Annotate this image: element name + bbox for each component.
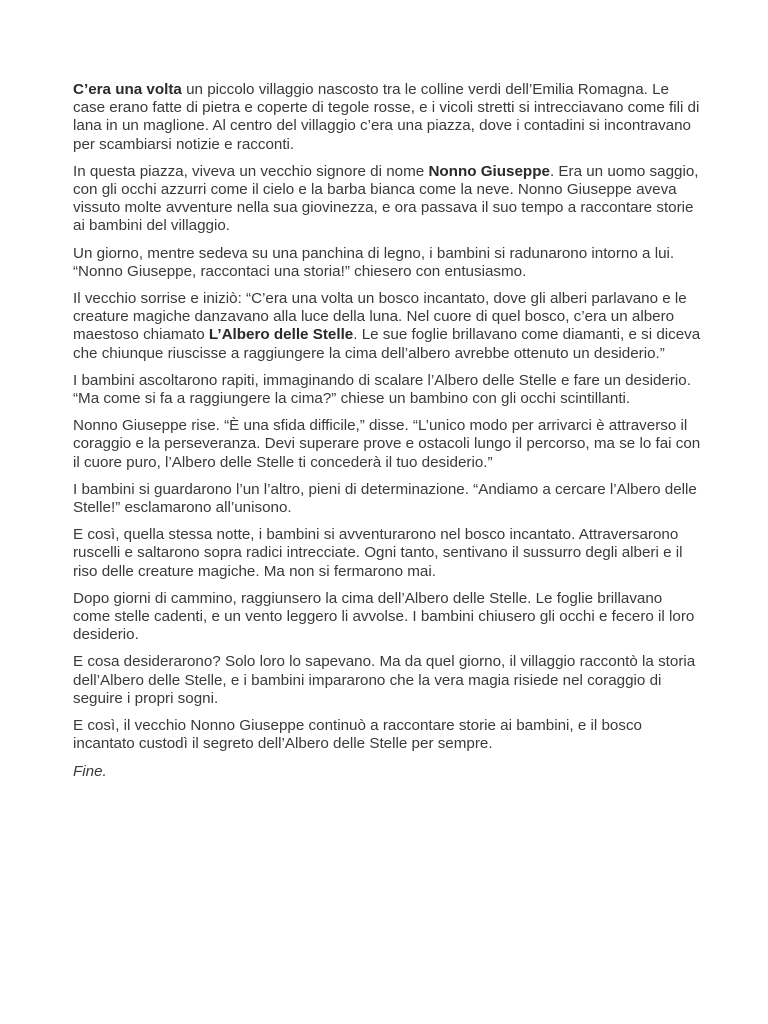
end-marker: Fine. [73, 762, 107, 780]
character-name: Nonno Giuseppe [428, 162, 550, 180]
paragraph-nonno-text-start: In questa piazza, viveva un vecchio signore di nome [73, 162, 429, 180]
paragraph-arrival: Dopo giorni di cammino, raggiunsero la cima dell’Albero delle Stelle. Le foglie brillavano come stelle cadenti, e un vento leggero li avvolse. I bambini chiusero gli occhi e fecero il loro desiderio. [73, 589, 695, 644]
opening-phrase: C’era una volta [73, 81, 182, 98]
paragraph-tale-text-start: Il vecchio sorrise e iniziò: “C’era una volta un bosco incantato, dove gli alberi parlavano e le creature magiche danzavano alla luce della luna. Nel cuore di quel bosco, c’era un albero maestoso chiamato [73, 290, 687, 344]
paragraph-intro [73, 81, 703, 154]
paragraph-end [73, 763, 703, 781]
paragraph-request: Un giorno, mentre sedeva su una panchina di legno, i bambini si radunarono intorno a lui. “Nonno Giuseppe, raccontaci una storia!” chiesero con entusiasmo. [73, 244, 675, 280]
paragraph-nonno-text-end: . Era un uomo saggio, con gli occhi azzurri come il cielo e la barba bianca come la neve. Nonno Giuseppe aveva vissuto molte avventure nella sua giovinezza, e ora passava il suo tempo a raccontare storie ai bambini del villaggio. [73, 162, 699, 235]
paragraph-tale [73, 290, 703, 363]
paragraph-intro-text: un piccolo villaggio nascosto tra le colline verdi dell’Emilia Romagna. Le case erano fatte di pietra e coperte di tegole rosse, e i vicoli stretti si intrecciavano come fili di lana in un maglione. Al centro del villaggio c’era una piazza, dove i contadini si incontravano per scambiarsi notizie e racconti. [73, 81, 700, 153]
paragraph-decision: I bambini si guardarono l’un l’altro, pieni di determinazione. “Andiamo a cercare l’Albero delle Stelle!” esclamarono all’unisono. [73, 480, 697, 517]
paragraph-tale-text-end: . Le sue foglie brillavano come diamanti, e si diceva che chiunque riuscisse a raggiungere la cima dell’albero avrebbe ottenuto un desiderio.” [73, 326, 701, 362]
paragraph-nonno [73, 163, 703, 236]
paragraph-conclusion: E così, il vecchio Nonno Giuseppe continuò a raccontare storie ai bambini, e il bosco incantato custodì il segreto dell’Albero delle Stelle per sempre. [73, 717, 642, 753]
paragraph-question: I bambini ascoltarono rapiti, immaginando di scalare l’Albero delle Stelle e fare un desiderio. “Ma come si fa a raggiungere la cima?” chiese un bambino con gli occhi scintillanti. [73, 371, 691, 408]
paragraph-answer: Nonno Giuseppe rise. “È una sfida difficile,” disse. “L’unico modo per arrivarci è attraverso il coraggio e la perseveranza. Devi superare prove e ostacoli lungo il percorso, ma se lo fai con il cuore puro, l’Albero delle Stelle ti concederà il tuo desiderio.” [73, 417, 701, 471]
tree-name: L’Albero delle Stelle [208, 326, 354, 344]
paragraph-wish: E cosa desiderarono? Solo loro lo sapevano. Ma da quel giorno, il villaggio raccontò la storia dell’Albero delle Stelle, e i bambini impararono che la vera magia risiede nel coraggio di seguire i propri sogni. [73, 653, 696, 707]
paragraph-journey: E così, quella stessa notte, i bambini si avventurarono nel bosco incantato. Attraversarono ruscelli e saltarono sopra radici intrecciate. Ogni tanto, sentivano il sussurro degli alberi e il riso delle creature magiche. Ma non si fermarono mai. [73, 526, 683, 580]
story-document [73, 81, 703, 790]
